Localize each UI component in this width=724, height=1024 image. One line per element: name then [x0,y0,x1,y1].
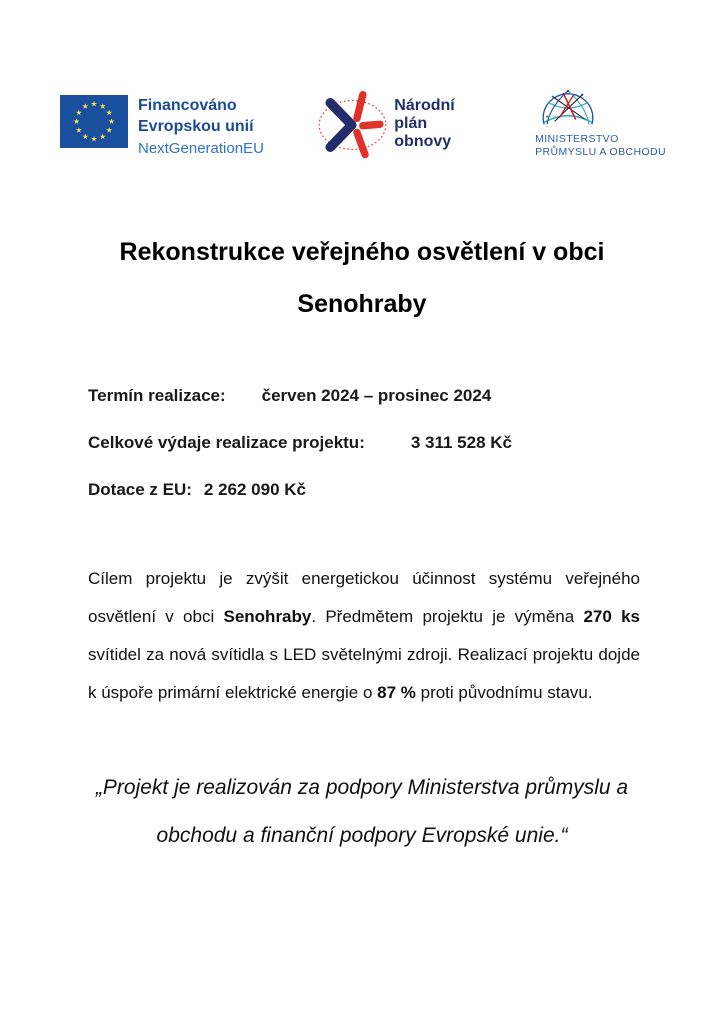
fact-row-dotace [88,480,648,500]
npo-line2: plán [394,115,428,132]
project-description: Cílem projektu je zvýšit energetickou účinnost systému veřejného osvětlení v obci Senohraby. Předmětem projektu je výměna 270 ks svítidel za nová svítidla s LED světelnými zdroji. Realizací projektu dojde k úspoře primární elektrické energie o 87 % proti původnímu stavu. [88,569,640,702]
npo-line3: obnovy [394,133,452,150]
fact-value: 3 311 528 Kč [410,433,513,452]
eu-funding-line3: NextGenerationEU [138,140,264,157]
fact-label: Termín realizace: [88,386,226,405]
fact-row-termin [88,386,648,406]
mpo-text [535,133,666,159]
npo-line1: Národní [394,97,455,114]
fact-value: červen 2024 – prosinec 2024 [261,386,492,405]
fact-row-naklady [88,433,648,453]
fact-value: 2 262 090 Kč [203,480,307,499]
npo-text [394,97,454,151]
eu-flag-icon [60,95,128,148]
support-quote: „Projekt je realizován za podpory Ministerstva průmyslu a obchodu a finanční podpory Evropské unie.“ [95,776,629,847]
eu-funding-line1: Financováno [138,97,237,114]
mpo-globe-icon [537,88,599,130]
logos-header [0,0,724,162]
mpo-line1: MINISTERSTVO [535,133,619,145]
eu-funding-line2: Evropskou unií [138,118,254,135]
eu-funding-logo [60,95,264,159]
page-title: Rekonstrukce veřejného osvětlení v obci Senohraby [119,238,605,318]
project-facts [88,386,648,500]
eu-funding-text [138,95,264,159]
fact-label: Celkové výdaje realizace projektu: [88,433,365,452]
mpo-line2: PRŮMYSLU A OBCHODU [535,146,666,158]
fact-label: Dotace z EU: [88,480,192,499]
npo-mark-icon [314,88,388,162]
mpo-logo [535,88,666,159]
npo-logo [314,88,454,162]
